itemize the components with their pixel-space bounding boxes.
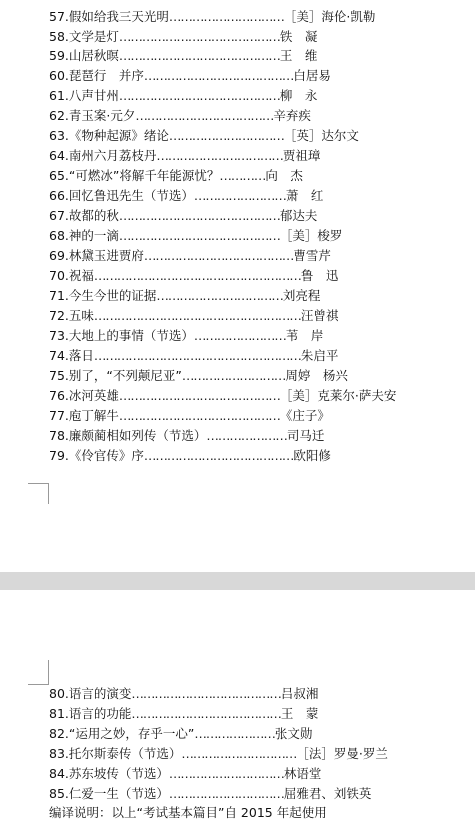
toc-entry (49, 106, 469, 125)
entry-number: 77. (49, 408, 69, 423)
toc-entry (49, 306, 469, 325)
dot-leader: ………………………… (168, 128, 284, 143)
entry-number: 58. (49, 29, 69, 44)
dot-leader: …………………………………… (118, 208, 280, 223)
entry-number: 67. (49, 208, 69, 223)
dot-leader: …………………………… (156, 148, 283, 163)
entry-number: 78. (49, 428, 69, 443)
toc-entry (49, 206, 469, 225)
entry-author: 白居易 (293, 68, 331, 83)
entry-number: 70. (49, 268, 69, 283)
entry-title: 八声甘州 (68, 88, 119, 103)
dot-leader: …………………… (193, 188, 286, 203)
entry-author: 司马迁 (286, 428, 325, 443)
dot-leader: …………………………………… (118, 228, 280, 243)
entry-number: 76. (49, 388, 69, 403)
entry-author: 刘亮程 (282, 288, 321, 303)
entry-number: 65. (49, 168, 69, 183)
dot-leader: …………………………………… (118, 29, 280, 44)
dot-leader: …………………… (193, 328, 286, 343)
entry-title: 苏东坡传（节选） (68, 766, 169, 781)
entry-title: 假如给我三天光明 (68, 9, 169, 24)
entry-author: ［法］罗曼·罗兰 (296, 746, 388, 761)
entry-number: 75. (49, 368, 69, 383)
toc-entry (49, 386, 469, 405)
dot-leader: ………………………………… (143, 448, 294, 463)
toc-entry (49, 86, 469, 105)
entry-title: 托尔斯泰传（节选） (68, 746, 182, 761)
entry-title: 大地上的事情（节选） (68, 328, 194, 343)
entry-number: 83. (49, 746, 69, 761)
entry-number: 80. (49, 686, 69, 701)
entry-author: ［美］海伦·凯勒 (283, 9, 376, 24)
toc-entry (49, 764, 469, 783)
compilation-note: 编译说明：以上“考试基本篇目”自 2015 年起使用 (49, 805, 327, 820)
entry-number: 84. (49, 766, 69, 781)
entry-author: 汪曾祺 (300, 308, 339, 323)
dot-leader: …………………………………… (118, 408, 280, 423)
toc-entry (49, 126, 469, 145)
toc-entry (49, 366, 469, 385)
entry-author: 王 蒙 (280, 706, 319, 721)
entry-author: 《庄子》 (279, 408, 330, 423)
toc-entry (49, 326, 469, 345)
dot-leader: ………………………………… (131, 686, 281, 701)
entry-title: 祝福 (68, 268, 94, 283)
dot-leader: …………………………………… (118, 48, 280, 63)
entry-title: 《伶官传》序 (68, 448, 144, 463)
toc-entry (49, 286, 469, 305)
toc-entry (49, 46, 469, 65)
entry-title: 山居秋暝 (68, 48, 119, 63)
entry-title: 琵琶行 并序 (68, 68, 144, 83)
entry-author: 朱启平 (300, 348, 339, 363)
entry-author: 向 杰 (265, 168, 303, 183)
dot-leader: ………………… (206, 428, 287, 443)
entry-number: 68. (49, 228, 69, 243)
entry-author: 欧阳修 (293, 448, 331, 463)
entry-author: 曹雪芹 (293, 248, 331, 263)
margin-corner-mark (28, 660, 49, 685)
entry-title: 廉颇蔺相如列传（节选） (68, 428, 207, 443)
entry-title: 南州六月荔枝丹 (68, 148, 157, 163)
entry-author: 屈雅君、刘铁英 (283, 786, 372, 801)
entry-title: 五味 (68, 308, 94, 323)
dot-leader: …………………………………… (118, 388, 280, 403)
entry-author: 苇 岸 (285, 328, 324, 343)
entry-author: 辛弃疾 (273, 108, 311, 123)
entry-title: 冰河英雄 (68, 388, 119, 403)
entry-author: ［美］梭罗 (279, 228, 343, 243)
entry-title: 仁爱一生（节选） (68, 786, 169, 801)
dot-leader: …………………………………… (118, 88, 280, 103)
entry-author: 鲁 迅 (300, 268, 339, 283)
page-gap (0, 572, 475, 590)
toc-entry (49, 186, 469, 205)
dot-leader: ………………………… (168, 766, 284, 781)
entry-author: 柳 永 (279, 88, 318, 103)
toc-entry (49, 266, 469, 285)
dot-leader: ……………………………………………… (93, 308, 301, 323)
entry-number: 59. (49, 48, 69, 63)
dot-leader: ……………………… (181, 368, 286, 383)
toc-entry (49, 66, 469, 85)
margin-corner-mark (28, 483, 49, 504)
entry-author: 吕叔湘 (280, 686, 319, 701)
entry-number: 62. (49, 108, 69, 123)
dot-leader: ………………………… (168, 9, 284, 24)
entry-title: 《物种起源》绪论 (68, 128, 169, 143)
entry-number: 69. (49, 248, 69, 263)
entry-title: 文学是灯 (68, 29, 119, 44)
dot-leader: ………………………………… (131, 706, 281, 721)
toc-entry (49, 724, 469, 743)
dot-leader: ………………………………… (143, 68, 294, 83)
entry-number: 64. (49, 148, 69, 163)
entry-number: 85. (49, 786, 69, 801)
entry-number: 74. (49, 348, 69, 363)
entry-number: 71. (49, 288, 69, 303)
entry-number: 82. (49, 726, 69, 741)
toc-entry (49, 166, 469, 185)
entry-author: 郁达夫 (279, 208, 318, 223)
entry-author: 萧 红 (285, 188, 324, 203)
toc-entry (49, 744, 469, 763)
dot-leader: ………… (219, 168, 266, 183)
entry-number: 57. (49, 9, 69, 24)
entry-author: 铁 凝 (279, 29, 318, 44)
toc-entry (49, 684, 469, 703)
entry-title: 林黛玉进贾府 (68, 248, 144, 263)
entry-number: 79. (49, 448, 69, 463)
entry-number: 66. (49, 188, 69, 203)
entry-author: 周婷 杨兴 (285, 368, 348, 383)
toc-entry (49, 346, 469, 365)
dot-leader: ………………………… (181, 746, 297, 761)
entry-title: 语言的功能 (68, 706, 132, 721)
toc-entry (49, 27, 469, 46)
entry-number: 73. (49, 328, 69, 343)
entry-number: 60. (49, 68, 69, 83)
toc-entry (49, 426, 469, 445)
entry-title: 故都的秋 (68, 208, 119, 223)
entry-title: “可燃冰”将解千年能源忧？ (68, 168, 220, 183)
entry-title: 别了，“不列颠尼亚” (68, 368, 182, 383)
entry-title: 落日 (68, 348, 94, 363)
toc-entry (49, 226, 469, 245)
toc-entry (49, 7, 469, 26)
toc-entry (49, 146, 469, 165)
entry-author: 张文勋 (274, 726, 313, 741)
entry-number: 61. (49, 88, 69, 103)
toc-entry (49, 246, 469, 265)
dot-leader: …………………………… (156, 288, 283, 303)
entry-title: 神的一滴 (68, 228, 119, 243)
toc-entry (49, 406, 469, 425)
entry-number: 63. (49, 128, 69, 143)
entry-number: 81. (49, 706, 69, 721)
dot-leader: ……………………………………………… (93, 348, 301, 363)
dot-leader: ……………………………… (135, 108, 274, 123)
entry-title: 回忆鲁迅先生（节选） (68, 188, 194, 203)
entry-title: 今生今世的证据 (68, 288, 157, 303)
toc-entry (49, 784, 469, 803)
dot-leader: ……………………………………………… (93, 268, 301, 283)
dot-leader: ………………… (194, 726, 275, 741)
entry-author: 林语堂 (283, 766, 322, 781)
entry-title: “运用之妙，存乎一心” (68, 726, 195, 741)
entry-title: 语言的演变 (68, 686, 132, 701)
entry-author: ［英］达尔文 (283, 128, 359, 143)
dot-leader: ………………………… (168, 786, 284, 801)
entry-author: 贾祖璋 (282, 148, 321, 163)
entry-author: ［美］克莱尔·萨夫安 (279, 388, 397, 403)
toc-entry (49, 704, 469, 723)
entry-title: 庖丁解牛 (68, 408, 119, 423)
entry-title: 青玉案·元夕 (68, 108, 136, 123)
entry-number: 72. (49, 308, 69, 323)
dot-leader: ………………………………… (143, 248, 294, 263)
entry-author: 王 维 (279, 48, 318, 63)
toc-entry (49, 446, 469, 465)
